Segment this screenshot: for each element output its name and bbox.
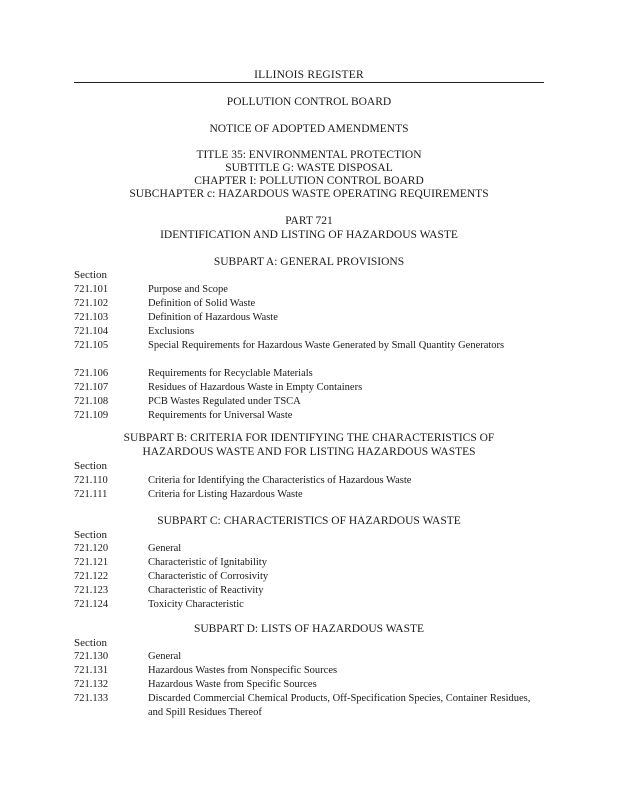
notice-title: NOTICE OF ADOPTED AMENDMENTS [209, 123, 409, 135]
subpart-c-heading: SUBPART C: CHARACTERISTICS OF HAZARDOUS WASTE [157, 515, 461, 527]
part-number: PART 721 [285, 215, 333, 227]
section-title: Hazardous Waste from Specific Sources [148, 679, 317, 690]
section-title: Requirements for Recyclable Materials [148, 367, 313, 379]
section-title: Hazardous Wastes from Nonspecific Sources [148, 665, 338, 676]
section-title: Characteristic of Ignitability [148, 557, 267, 568]
section-title: General [148, 651, 182, 662]
section-number: 721.120 [74, 543, 109, 554]
board-name: POLLUTION CONTROL BOARD [226, 96, 392, 108]
section-title: Purpose and Scope [148, 284, 228, 295]
section-title: Requirements for Universal Waste [148, 409, 293, 421]
subpart-b-heading-line2: HAZARDOUS WASTE AND FOR LISTING HAZARDOUS WASTES [142, 446, 476, 458]
section-title: Special Requirements for Hazardous Waste Generated by Small Quantity Generators [148, 340, 505, 351]
section-title: Discarded Commercial Chemical Products, Off-Specification Species, Container Residues, and Spill Residues Thereof [148, 693, 531, 718]
subpart-b-heading-line1: SUBPART B: CRITERIA FOR IDENTIFYING THE CHARACTERISTICS OF [123, 432, 495, 444]
section-title: PCB Wastes Regulated under TSCA [148, 395, 301, 407]
section-number: 721.107 [74, 381, 109, 393]
chapter-line: CHAPTER I: POLLUTION CONTROL BOARD [194, 175, 424, 187]
section-label: Section [74, 637, 107, 649]
section-number: 721.123 [74, 585, 109, 596]
section-title: Definition of Hazardous Waste [148, 312, 278, 323]
section-number: 721.102 [74, 298, 109, 309]
section-number: 721.130 [74, 651, 109, 662]
section-title: General [148, 543, 182, 554]
section-number: 721.109 [74, 409, 109, 421]
section-number: 721.104 [74, 326, 109, 337]
section-number: 721.101 [74, 284, 109, 295]
section-title: Characteristic of Corrosivity [148, 571, 269, 582]
section-title: Criteria for Listing Hazardous Waste [148, 489, 303, 500]
subpart-a-heading: SUBPART A: GENERAL PROVISIONS [213, 256, 405, 268]
subpart-d-heading: SUBPART D: LISTS OF HAZARDOUS WASTE [193, 623, 425, 635]
section-label: Section [74, 460, 107, 472]
section-label: Section [74, 269, 107, 281]
section-number: 721.133 [74, 693, 109, 704]
header-rule [74, 82, 544, 83]
section-number: 721.103 [74, 312, 109, 323]
section-title: Criteria for Identifying the Characteristics of Hazardous Waste [148, 475, 412, 486]
section-number: 721.122 [74, 571, 109, 582]
section-number: 721.105 [74, 340, 109, 351]
section-title: Characteristic of Reactivity [148, 585, 264, 596]
section-number: 721.121 [74, 557, 109, 568]
section-number: 721.110 [74, 475, 108, 486]
section-number: 721.106 [74, 367, 109, 379]
subtitle-line: SUBTITLE G: WASTE DISPOSAL [225, 162, 393, 174]
section-title: Definition of Solid Waste [148, 298, 256, 309]
section-title: Toxicity Characteristic [148, 599, 244, 610]
title-line: TITLE 35: ENVIRONMENTAL PROTECTION [196, 149, 422, 161]
section-number: 721.111 [74, 489, 108, 500]
section-title: Residues of Hazardous Waste in Empty Containers [148, 381, 363, 393]
section-title: Exclusions [148, 326, 195, 337]
register-header: ILLINOIS REGISTER [254, 69, 364, 81]
section-label: Section [74, 529, 107, 541]
part-title: IDENTIFICATION AND LISTING OF HAZARDOUS WASTE [160, 229, 458, 241]
section-number: 721.131 [74, 665, 109, 676]
section-number: 721.132 [74, 679, 109, 690]
subchapter-line: SUBCHAPTER c: HAZARDOUS WASTE OPERATING REQUIREMENTS [129, 188, 489, 200]
section-number: 721.108 [74, 395, 109, 407]
section-number: 721.124 [74, 599, 109, 610]
